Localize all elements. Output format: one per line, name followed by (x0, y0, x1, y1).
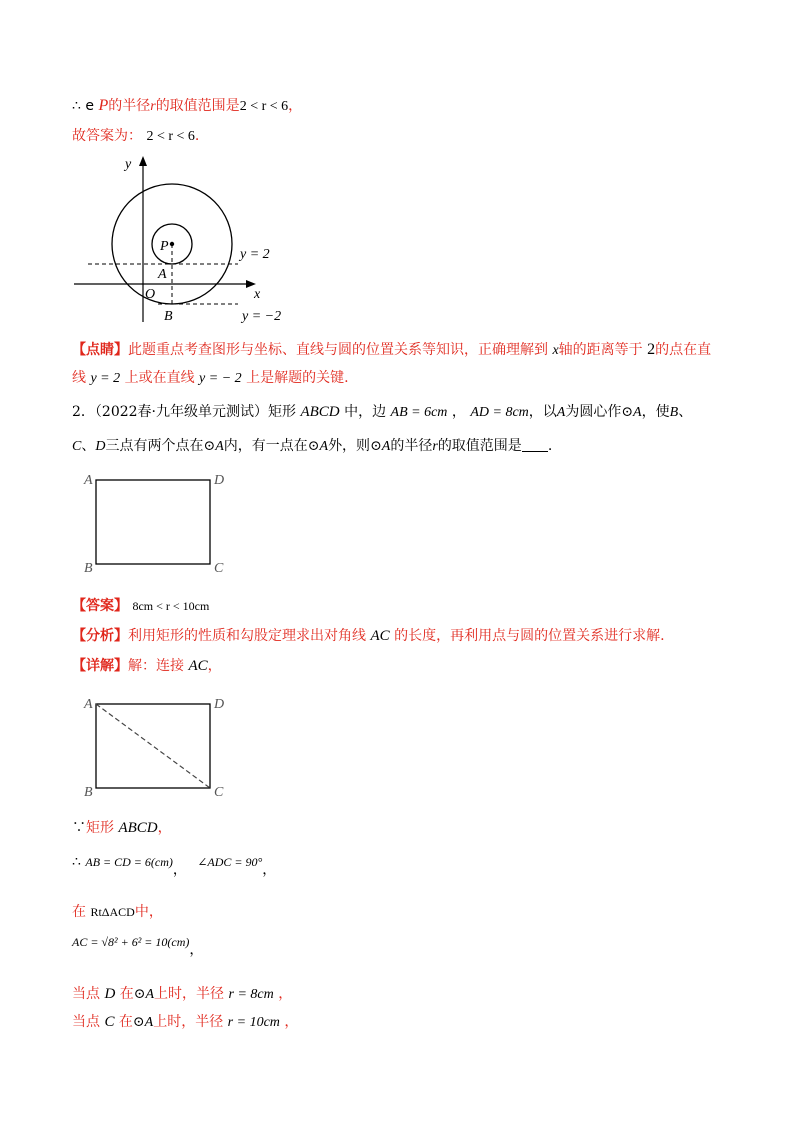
therefore-line: ∴ AB = CD = 6(cm)， ∠ADC = 90°， (72, 854, 277, 878)
rectangle-figure (80, 468, 240, 578)
analysis-line: 【分析】利用矩形的性质和勾股定理求出对角线 AC 的长度，再利用点与圆的位置关系进行求解. (72, 628, 665, 644)
answer-line: 【答案】 8cm < r < 10cm (72, 598, 210, 614)
label-p: P (160, 239, 169, 254)
y-axis-label: y (125, 157, 132, 172)
because-line: ∵矩形 ABCD， (72, 820, 172, 836)
question-2-line-2: C、D三点有两个点在⊙A内，有一点在⊙A外，则⊙A的半径r的取值范围是 . (72, 438, 553, 454)
y-axis-arrow-icon (139, 156, 147, 166)
answer-line-1: 故答案为： 2 < r < 6. (72, 128, 200, 144)
x-axis-label: x (254, 287, 261, 302)
ac-value-line: AC = √8² + 6² = 10(cm)， (72, 935, 204, 958)
point-c-line: 当点 C 在⊙A上时，半径 r = 10cm ， (72, 1014, 299, 1030)
coordinate-circle-figure (70, 152, 290, 327)
label-a: A (158, 267, 167, 282)
vertex-b: B (84, 561, 93, 576)
vertex-c-2: C (214, 785, 224, 800)
dianjing-line-1: 【点睛】此题重点考查图形与坐标、直线与圆的位置关系等知识，正确理解到 x轴的距离等于 2的点在直 (72, 341, 712, 358)
answer-blank (522, 437, 548, 452)
vertex-a: A (84, 473, 93, 488)
vertex-b-2: B (84, 785, 93, 800)
vertex-d-2: D (214, 697, 225, 712)
vertex-a-2: A (84, 697, 93, 712)
in-rt-triangle-line: 在 RtΔACD中， (72, 904, 163, 920)
vertex-c: C (214, 561, 224, 576)
detail-line: 【详解】解：连接 AC， (72, 658, 222, 674)
center-point-p (170, 242, 174, 246)
vertex-d: D (214, 473, 225, 488)
point-d-line: 当点 D 在⊙A上时，半径 r = 8cm ， (72, 986, 293, 1002)
label-y-2: y = 2 (240, 247, 270, 262)
rectangle-diagonal-figure (80, 694, 240, 804)
rectangle-abcd (96, 480, 210, 564)
label-b: B (164, 309, 173, 324)
origin-label: O (145, 287, 156, 302)
conclusion-line: ∴ e P的半径r的取值范围是2 < r < 6， (72, 97, 303, 114)
label-y-neg2: y = −2 (242, 309, 282, 324)
dianjing-line-2: 线 y = 2 上或在直线 y = − 2 上是解题的关键. (72, 370, 349, 386)
diagonal-ac (96, 704, 210, 788)
question-2-line-1: 2．（2022春·九年级单元测试）矩形 ABCD 中，边 AB = 6cm ， AD = 8cm，以A为圆心作⊙A，使B、 (72, 404, 693, 420)
